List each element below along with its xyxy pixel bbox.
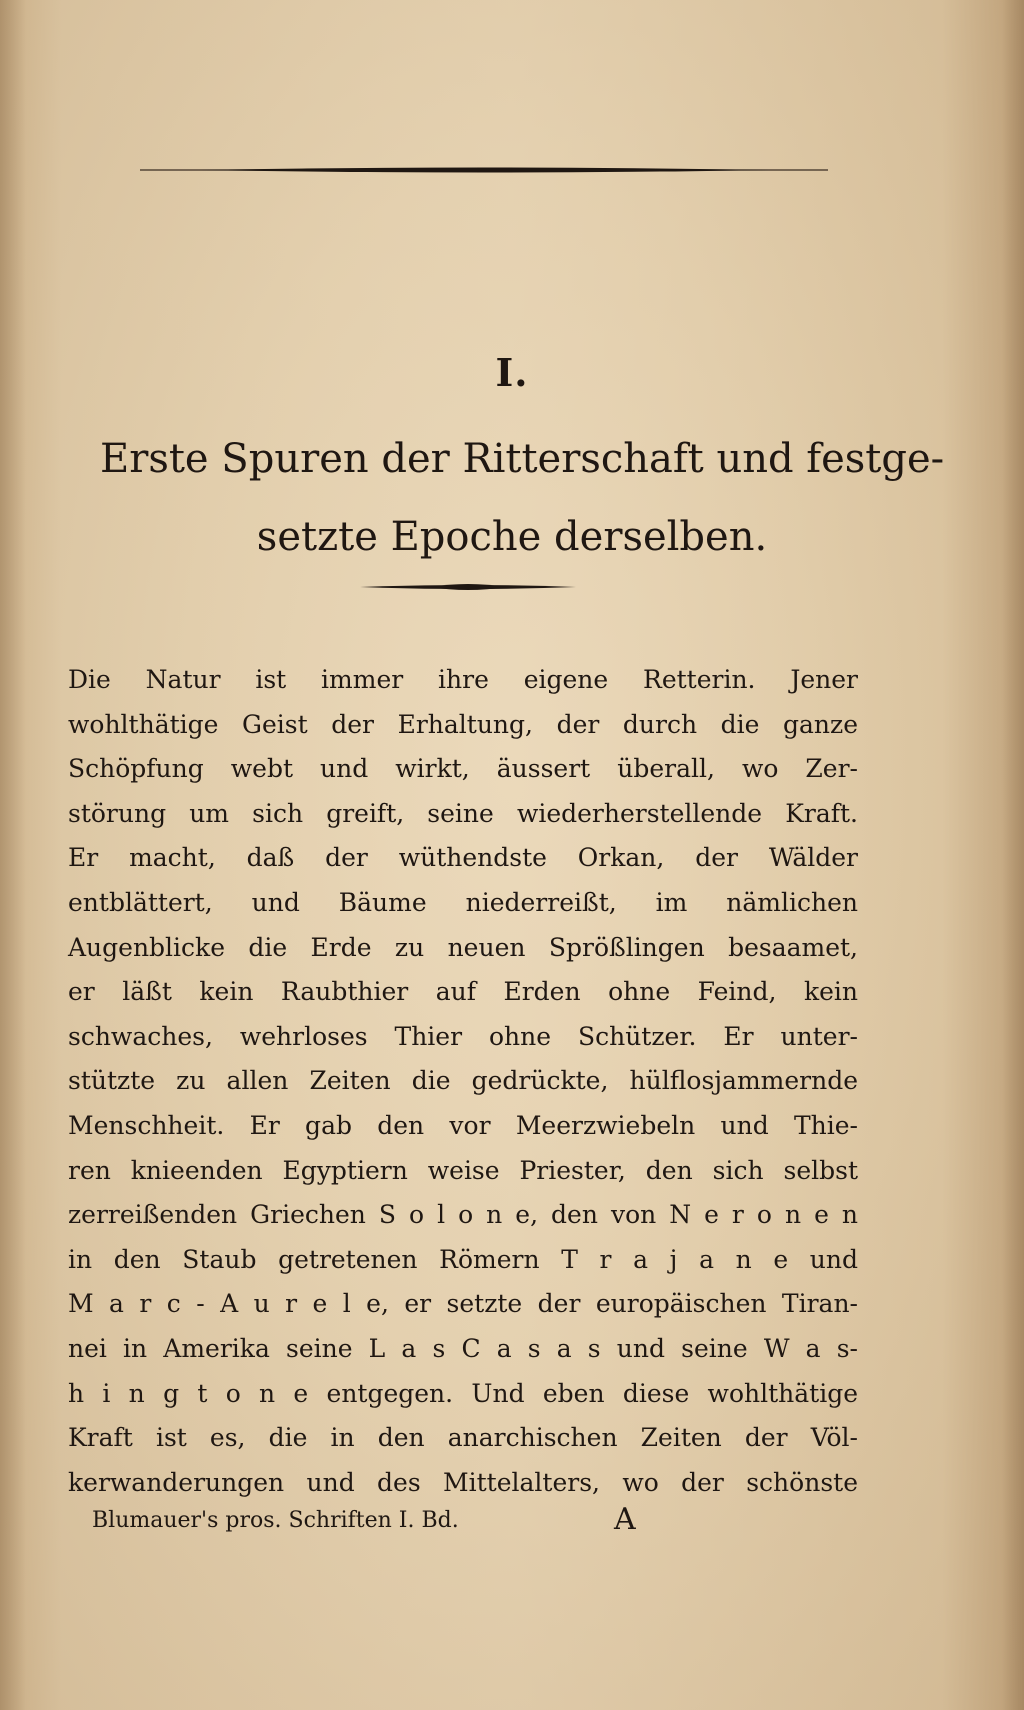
text-line: wohlthätige Geist der Erhaltung, der durch die ganze <box>68 709 858 739</box>
text-line: störung um sich greift, seine wiederherstellende Kraft. <box>68 798 858 828</box>
signature-mark: A <box>614 1502 636 1537</box>
chapter-title <box>100 420 945 576</box>
text-line: M a r c - A u r e l e, er setzte der europäischen Tiran- <box>68 1289 858 1319</box>
section-divider-rule <box>360 582 576 592</box>
text-line: schwaches, wehrloses Thier ohne Schützer. Er unter- <box>68 1021 858 1051</box>
text-line: stützte zu allen Zeiten die gedrückte, hülflosjammernde <box>68 1066 858 1096</box>
chapter-title-line: Erste Spuren der Ritterschaft und festge- <box>100 436 945 482</box>
chapter-number: I. <box>495 350 529 395</box>
page-edge-shadow-left <box>0 0 26 1710</box>
text-line: zerreißenden Griechen S o l o n e, den von N e r o n e n <box>68 1200 858 1230</box>
text-line: Menschheit. Er gab den vor Meerzwiebeln und Thie- <box>68 1110 858 1140</box>
text-line: h i n g t o n e entgegen. Und eben diese wohlthätige <box>68 1378 858 1408</box>
text-line: kerwanderungen und des Mittelalters, wo der schönste <box>68 1467 858 1497</box>
page-edge-shadow-right <box>1002 0 1024 1710</box>
text-line: Die Natur ist immer ihre eigene Retterin. Jener <box>68 665 858 694</box>
text-line: Augenblicke die Erde zu neuen Sprößlingen besaamet, <box>68 932 858 962</box>
body-text <box>68 658 858 1505</box>
text-line: entblättert, und Bäume niederreißt, im nämlichen <box>68 887 858 917</box>
text-line: nei in Amerika seine L a s C a s a s und seine W a s- <box>68 1333 858 1363</box>
text-line: er läßt kein Raubthier auf Erden ohne Feind, kein <box>68 977 858 1007</box>
top-decorative-rule <box>140 166 828 174</box>
text-line: Er macht, daß der wüthendste Orkan, der Wälder <box>68 843 858 873</box>
signature-line: Blumauer's pros. Schriften I. Bd. <box>92 1508 459 1533</box>
text-line: Schöpfung webt und wirkt, äussert überall, wo Zer- <box>68 754 858 784</box>
text-line: Kraft ist es, die in den anarchischen Zeiten der Völ- <box>68 1423 858 1453</box>
text-line: ren knieenden Egyptiern weise Priester, den sich selbst <box>68 1155 858 1185</box>
text-line: in den Staub getretenen Römern T r a j a n e und <box>68 1244 858 1274</box>
page-footer <box>92 1502 852 1548</box>
chapter-title-line: setzte Epoche derselben. <box>256 514 768 560</box>
